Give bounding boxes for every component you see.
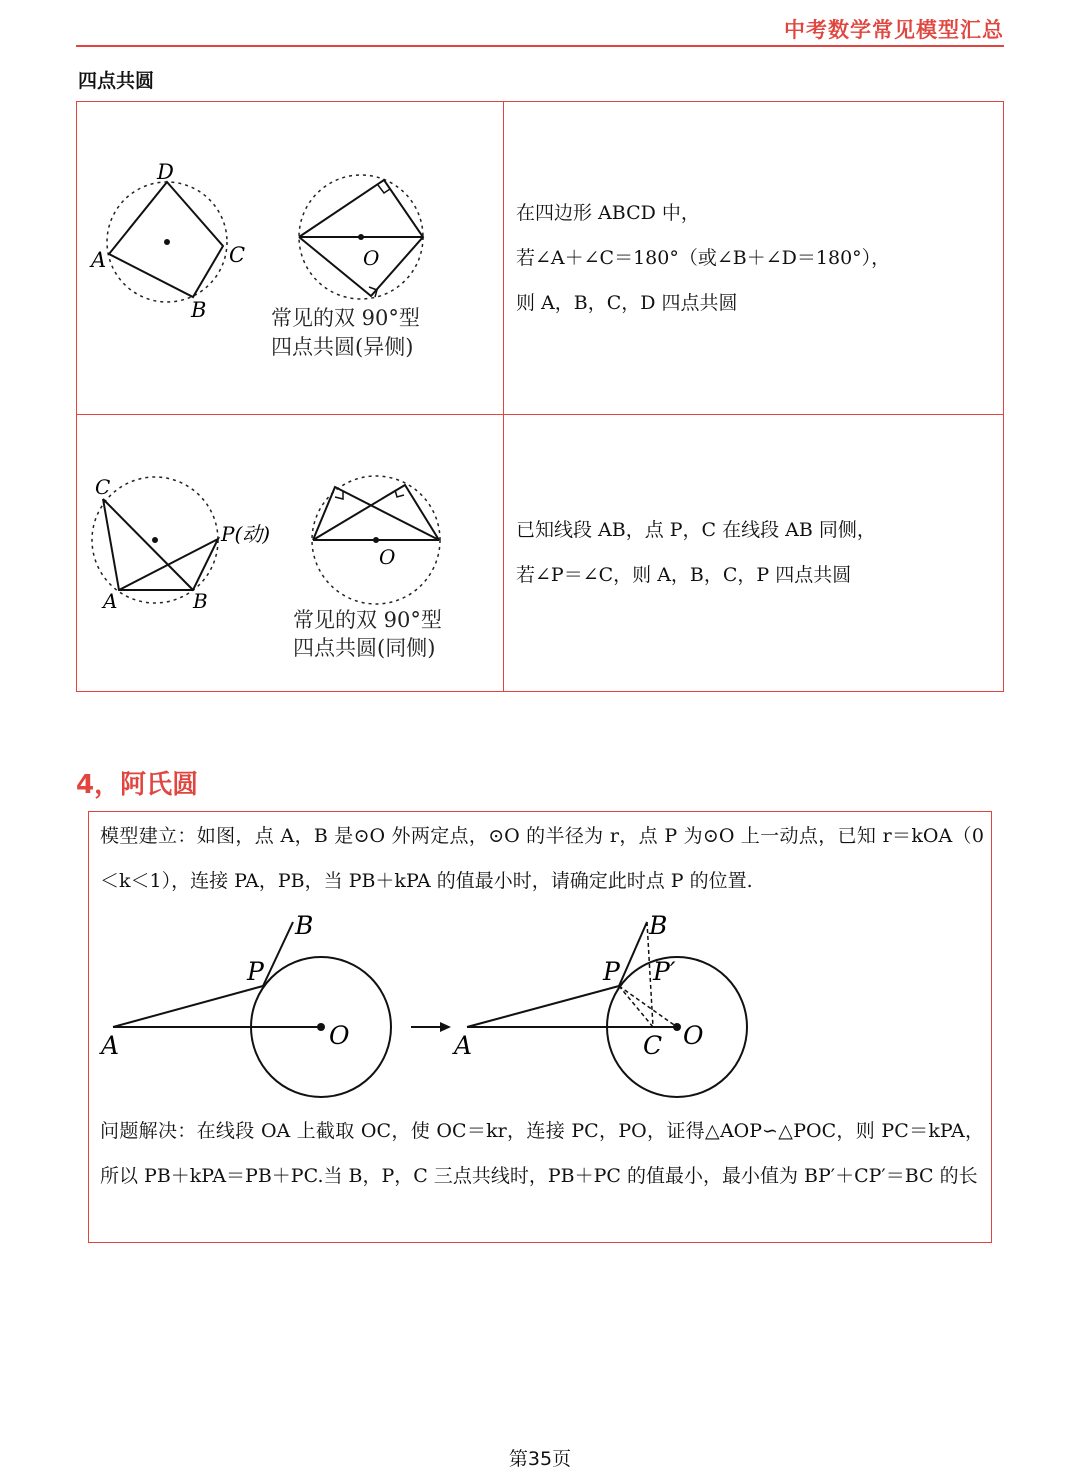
label-B: B: [295, 911, 314, 940]
label-O: O: [329, 1021, 350, 1050]
label-O: O: [683, 1021, 704, 1050]
figure-caption-line2: 四点共圆(异侧): [271, 335, 414, 359]
figure-quadrilateral-concyclic: [77, 102, 503, 414]
table-row: [77, 415, 1004, 692]
description-line: 在四边形 ABCD 中，: [516, 201, 700, 224]
label-C: C: [643, 1031, 663, 1060]
figure-caption-line2: 四点共圆(同侧): [293, 636, 436, 660]
description-line: 若∠A＋∠C＝180°（或∠B＋∠D＝180°），: [516, 246, 891, 269]
figure-caption-line1: 常见的双 90°型: [293, 608, 442, 632]
label-O: O: [379, 545, 396, 569]
label-A: A: [101, 1031, 120, 1060]
section-title-four-points-concyclic: 四点共圆: [78, 70, 155, 92]
table-row: [77, 102, 1004, 415]
label-A: A: [103, 589, 118, 613]
label-O: O: [363, 246, 380, 270]
model-table: [76, 101, 1004, 692]
section-title-apollonius-circle: 4，阿氏圆: [76, 770, 199, 800]
label-A: A: [91, 248, 107, 272]
label-B: B: [191, 298, 207, 322]
apollonius-model-box: [88, 811, 992, 1243]
label-C: C: [95, 475, 111, 499]
description-cell-opposite-side: [504, 102, 1004, 415]
description-cell-same-side: [504, 415, 1004, 692]
document-header-title: 中考数学常见模型汇总: [784, 18, 1004, 42]
label-B: B: [649, 911, 668, 940]
model-statement: 模型建立：如图，点 A，B 是⊙O 外两定点，⊙O 的半径为 r，点 P 为⊙O 上一动点，已知 r＝kOA（0＜k＜1），连接 PA，PB，当 PB＋kPA 的值最小时，请确定此时点 P 的位置.: [100, 825, 984, 892]
apollonius-figure: [89, 908, 969, 1108]
figure-same-side-concyclic: [77, 415, 503, 691]
solution-statement: 问题解决：在线段 OA 上截取 OC，使 OC＝kr，连接 PC，PO，证得△AOP∽△POC，则 PC＝kPA，所以 PB＋kPA＝PB＋PC.当 B，P，C 三点共线时，PB＋PC 的值最小，最小值为 BP′＋CP′＝BC 的长: [100, 1120, 984, 1187]
figure-cell-opposite-side: [77, 102, 504, 415]
label-P-moving: P(动): [221, 522, 271, 546]
description-line: 已知线段 AB，点 P，C 在线段 AB 同侧，: [516, 519, 876, 541]
header-divider: [76, 45, 1004, 47]
label-B: B: [193, 589, 208, 613]
page-number: 第35页: [508, 1448, 572, 1470]
label-D: D: [157, 160, 174, 184]
label-P: P: [247, 957, 264, 986]
label-C: C: [229, 243, 246, 267]
label-P-prime: P′: [653, 957, 676, 986]
description-line: 则 A，B，C，D 四点共圆: [516, 291, 738, 314]
figure-cell-same-side: [77, 415, 504, 692]
label-P: P: [603, 957, 620, 986]
figure-caption-line1: 常见的双 90°型: [271, 306, 420, 330]
label-A: A: [454, 1031, 473, 1060]
description-line: 若∠P＝∠C，则 A，B，C，P 四点共圆: [516, 564, 852, 586]
